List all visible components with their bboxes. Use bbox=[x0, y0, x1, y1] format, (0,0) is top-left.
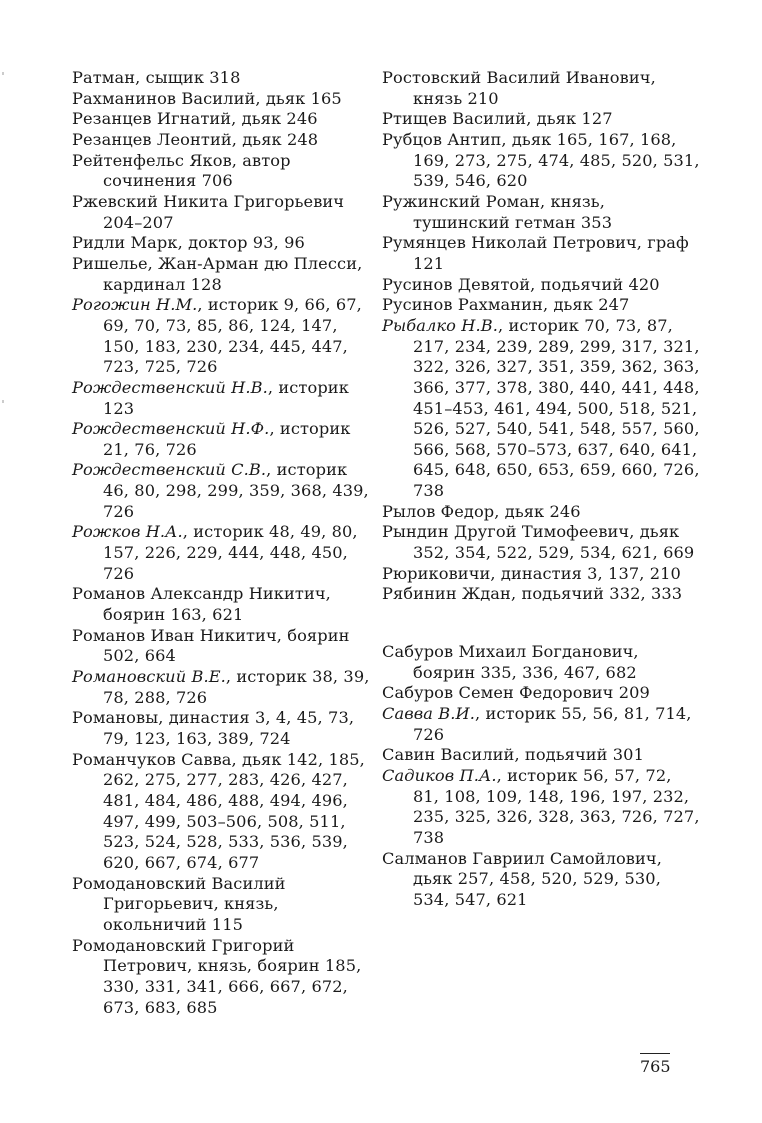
entry-name: Рождественский С.В. bbox=[72, 460, 267, 480]
scan-speck bbox=[2, 400, 4, 403]
index-entry bbox=[72, 233, 372, 254]
index-entry bbox=[72, 874, 372, 936]
entry-name: Ртищев Василий bbox=[382, 109, 527, 129]
entry-details: , историк 70, 73, 87, 217, 234, 239, 289, 299, 317, 321, 322, 326, 327, 351, 359, 362, 363, 366, 377, 378, 380, 440, 441, 448, 451–453, 461, 494, 500, 518, 521, 526, 527, 540, 541, 548, 557, 560, 566, 568, 570–573, 637, 640, 641, 645, 648, 650, 653, 659, 660, 726, 738 bbox=[413, 315, 700, 501]
index-entry bbox=[72, 708, 372, 749]
scan-speck bbox=[2, 72, 4, 75]
entry-name: Рубцов Антип bbox=[382, 129, 502, 149]
index-entry bbox=[382, 130, 702, 192]
index-entry bbox=[72, 295, 372, 378]
index-entry bbox=[382, 275, 702, 296]
index-entry bbox=[382, 68, 702, 109]
index-entry bbox=[382, 704, 702, 745]
entry-name: Романчуков Савва bbox=[72, 749, 232, 769]
entry-name: Ростовский Василий Иванович bbox=[382, 68, 651, 87]
index-column-right bbox=[382, 68, 702, 911]
entry-name: Ромодановский Григорий Петрович bbox=[72, 935, 295, 976]
entry-details: , автор сочинения 706 bbox=[103, 150, 291, 191]
entry-details: , историк 56, 57, 72, 81, 108, 109, 148, 196, 197, 232, 235, 325, 326, 328, 363, 726, 727, 738 bbox=[413, 766, 700, 847]
entry-name: Савва В.И. bbox=[382, 704, 475, 724]
entry-details: , историк 9, 66, 67, 69, 70, 73, 85, 86, 124, 147, 150, 183, 230, 234, 445, 447, 723, 725, 726 bbox=[103, 295, 362, 377]
index-entry bbox=[382, 109, 702, 130]
entry-name: Рындин Другой Тимофеевич bbox=[382, 522, 630, 542]
entry-details: , подьячий 301 bbox=[514, 745, 644, 765]
entry-name: Резанцев Леонтий bbox=[72, 129, 232, 149]
entry-details: , подьячий 332, 333 bbox=[510, 584, 683, 604]
entry-name: Рейтенфельс Яков bbox=[72, 150, 232, 170]
index-entry bbox=[382, 766, 702, 849]
entry-details: , дьяк 257, 458, 520, 529, 530, 534, 547, 621 bbox=[413, 848, 662, 909]
entry-details: , историк 46, 80, 298, 299, 359, 368, 439, 726 bbox=[103, 460, 369, 521]
entry-name: Сабуров Семен Федорович bbox=[382, 683, 614, 703]
entry-details: , династия 3, 137, 210 bbox=[490, 563, 681, 583]
entry-details: , дьяк 248 bbox=[231, 129, 319, 149]
entry-details: , князь, боярин 185, 330, 331, 341, 666, 667, 672, 673, 683, 685 bbox=[103, 956, 362, 1017]
entry-name: Ришелье, Жан-Арман bbox=[72, 253, 259, 273]
entry-name: Савин Василий bbox=[382, 745, 515, 765]
index-entry bbox=[72, 626, 372, 667]
index-entry bbox=[72, 254, 372, 295]
index-entry bbox=[72, 419, 372, 460]
entry-details: , историк 21, 76, 726 bbox=[103, 419, 351, 459]
entry-details: , боярин 335, 336, 467, 682 bbox=[413, 642, 639, 682]
entry-name: Романов Иван Никитич bbox=[72, 625, 277, 645]
entry-name: Ромодановский Василий Григорьевич bbox=[72, 873, 286, 914]
entry-details: , князь, окольничий 115 bbox=[103, 894, 279, 934]
entry-details: дю Плесси, кардинал 128 bbox=[103, 253, 363, 294]
entry-name: Ржевский Никита Григорьевич bbox=[72, 191, 345, 211]
entry-details: , князь, тушинский гетман 353 bbox=[413, 191, 613, 232]
index-entry bbox=[382, 233, 702, 274]
index-entry bbox=[72, 667, 372, 708]
page-number-rule bbox=[640, 1053, 670, 1054]
entry-details: , историк 55, 56, 81, 714, 726 bbox=[413, 704, 692, 744]
index-entry bbox=[72, 522, 372, 584]
entry-name: Ратман bbox=[72, 68, 136, 87]
entry-details: , дьяк 165, 167, 168, 169, 273, 275, 474, 485, 520, 531, 539, 546, 620 bbox=[413, 129, 700, 191]
entry-details: , историк 48, 49, 80, 157, 226, 229, 444, 448, 450, 726 bbox=[103, 522, 358, 583]
entry-name: Сабуров Михаил Богданович bbox=[382, 642, 634, 662]
entry-details: , боярин 163, 621 bbox=[103, 584, 331, 625]
index-entry bbox=[382, 522, 702, 563]
entry-details: , дьяк 142, 185, 262, 275, 277, 283, 426, 427, 481, 484, 486, 488, 494, 496, 497, 499, 503–506, 508, 511, 523, 524, 528, 533, 536, 539, 620, 667, 674, 677 bbox=[103, 749, 365, 872]
entry-name: Садиков П.А. bbox=[382, 766, 497, 785]
index-entry bbox=[382, 683, 702, 704]
entry-name: Романов Александр Никитич bbox=[72, 584, 326, 604]
entry-name: Рахманинов Василий bbox=[72, 88, 256, 108]
entry-name: Русинов Рахманин bbox=[382, 295, 543, 315]
entry-name: Рогожин Н.М. bbox=[72, 295, 198, 315]
index-entry bbox=[382, 564, 702, 585]
index-entry bbox=[72, 584, 372, 625]
index-entry bbox=[72, 378, 372, 419]
entry-name: Рюриковичи bbox=[382, 563, 491, 583]
entry-details: , граф 121 bbox=[413, 233, 689, 273]
entry-details: , дьяк 247 bbox=[542, 295, 630, 315]
entry-details: , сыщик 318 bbox=[135, 68, 241, 87]
index-entry bbox=[382, 502, 702, 523]
entry-name: Рябинин Ждан bbox=[382, 584, 511, 604]
entry-name: Резанцев Игнатий bbox=[72, 109, 232, 129]
index-entry bbox=[382, 295, 702, 316]
index-entry bbox=[72, 130, 372, 151]
entry-details: , историк 38, 39, 78, 288, 726 bbox=[103, 667, 370, 707]
entry-name: Ружинский Роман bbox=[382, 191, 540, 211]
page-footer bbox=[640, 1053, 670, 1076]
index-entry bbox=[72, 151, 372, 192]
index-entry bbox=[382, 316, 702, 502]
entry-name: Румянцев Николай Петрович bbox=[382, 233, 637, 253]
page-number: 765 bbox=[640, 1057, 671, 1076]
index-entry bbox=[382, 192, 702, 233]
index-entry bbox=[72, 192, 372, 233]
entry-details: , историк 123 bbox=[103, 377, 349, 418]
entry-name: Рождественский Н.Ф. bbox=[72, 419, 270, 439]
entry-details: , боярин 502, 664 bbox=[103, 625, 350, 666]
entry-name: Рождественский Н.В. bbox=[72, 377, 268, 397]
entry-details: , доктор 93, 96 bbox=[177, 233, 305, 253]
entry-details: , дьяк 352, 354, 522, 529, 534, 621, 669 bbox=[413, 522, 695, 563]
entry-details: , дьяк 246 bbox=[494, 501, 581, 521]
letter-section-gap bbox=[382, 605, 702, 642]
entry-name: Романовский В.Е. bbox=[72, 667, 226, 687]
entry-details: , династия 3, 4, 45, 73, 79, 123, 163, 389, 724 bbox=[103, 708, 355, 748]
index-entry bbox=[382, 849, 702, 911]
index-entry bbox=[382, 745, 702, 766]
index-column-left bbox=[72, 68, 372, 1018]
entry-name: Романовы bbox=[72, 708, 159, 728]
entry-details: , дьяк 246 bbox=[231, 109, 318, 129]
entry-name: Ридли Марк bbox=[72, 233, 178, 253]
entry-name: Рылов Федор bbox=[382, 501, 495, 521]
index-entry bbox=[72, 460, 372, 522]
index-entry bbox=[72, 750, 372, 874]
entry-name: Рыбалко Н.В. bbox=[382, 315, 498, 335]
entry-details: , подьячий 420 bbox=[530, 274, 660, 294]
index-entry bbox=[72, 68, 372, 89]
entry-name: Русинов Девятой bbox=[382, 274, 531, 294]
index-entry bbox=[382, 584, 702, 605]
index-entry bbox=[382, 642, 702, 683]
entry-details: , дьяк 165 bbox=[255, 88, 342, 108]
index-entry bbox=[72, 89, 372, 110]
entry-details: 209 bbox=[613, 683, 650, 703]
index-entry bbox=[72, 109, 372, 130]
entry-name: Рожков Н.А. bbox=[72, 522, 183, 542]
entry-details: , дьяк 127 bbox=[526, 109, 613, 129]
entry-name: Салманов Гавриил Самойлович bbox=[382, 848, 657, 868]
index-entry bbox=[72, 936, 372, 1019]
entry-details: , князь 210 bbox=[413, 68, 656, 108]
entry-details: 204–207 bbox=[103, 212, 174, 232]
